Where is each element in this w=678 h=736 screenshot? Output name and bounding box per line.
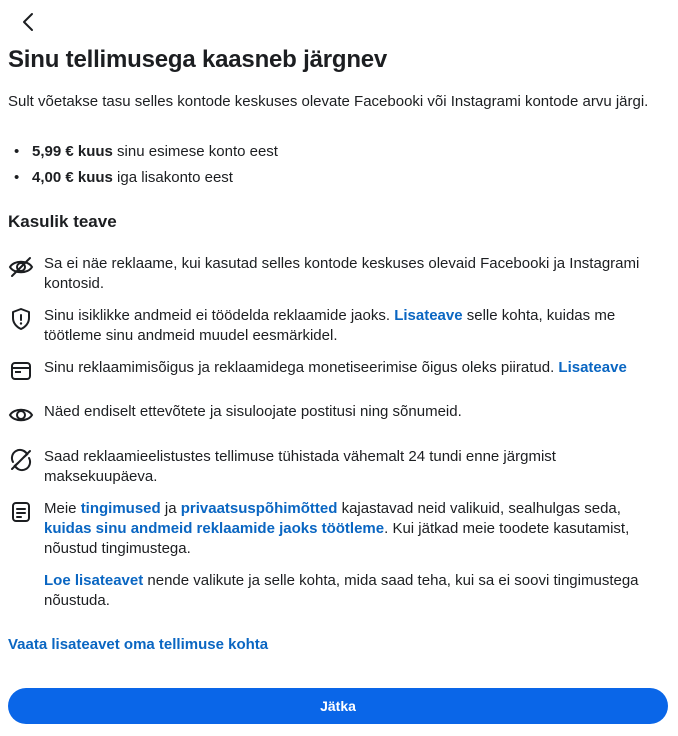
- chevron-left-icon: [17, 10, 41, 34]
- learn-more-link[interactable]: Lisateave: [558, 359, 627, 376]
- read-more-link[interactable]: Loe lisateavet: [44, 572, 144, 589]
- learn-more-link[interactable]: Lisateave: [394, 307, 463, 324]
- price-list: [14, 142, 278, 194]
- info-text: Sinu reklaamimisõigus ja reklaamidega monetiseerimise õigus oleks piiratud. Lisateave: [44, 359, 627, 376]
- price-item: • 5,99 € kuus sinu esimese konto eest: [14, 143, 278, 160]
- terms-link[interactable]: tingimused: [80, 500, 161, 517]
- subscription-info-link[interactable]: Vaata lisateavet oma tellimuse kohta: [8, 636, 269, 653]
- ads-data-link[interactable]: kuidas sinu andmeid reklaamide jaoks töötleme: [44, 520, 385, 537]
- cancel-renew-icon: [8, 447, 34, 473]
- info-text: Loe lisateavet nende valikute ja selle kohta, mida saad teha, kui sa ei soovi tingimustega nõustuda.: [44, 572, 639, 609]
- eye-off-icon: [8, 254, 34, 280]
- document-icon: [8, 499, 34, 525]
- section-title: Kasulik teave: [8, 212, 117, 231]
- info-text: Sinu isiklikke andmeid ei töödelda reklaamide jaoks. Lisateave selle kohta, kuidas me töötleme sinu andmeid muudel eesmärkidel.: [44, 307, 616, 344]
- price-item: • 4,00 € kuus iga lisakonto eest: [14, 169, 233, 186]
- back-button[interactable]: [17, 10, 41, 34]
- privacy-policy-link[interactable]: privaatsuspõhimõtted: [180, 500, 338, 517]
- continue-button[interactable]: Jätka: [8, 688, 668, 724]
- shield-icon: [8, 306, 34, 332]
- info-text: Näed endiselt ettevõtete ja sisuloojate postitusi ning sõnumeid.: [44, 403, 462, 420]
- page-title: Sinu tellimusega kaasneb järgnev: [8, 46, 388, 73]
- price-amount: 4,00 € kuus: [32, 169, 113, 186]
- price-amount: 5,99 € kuus: [32, 143, 113, 160]
- info-text: Meie tingimused ja privaatsuspõhimõtted kajastavad neid valikuid, sealhulgas seda, kuidas sinu andmeid reklaamide jaoks töötleme. Kui jätkad meie toodete kasutamist, nõustud tingimustega.: [44, 500, 630, 557]
- info-text: Sa ei näe reklaame, kui kasutad selles kontode keskuses olevaid Facebooki ja Instagrami kontosid.: [44, 255, 640, 292]
- eye-icon: [8, 402, 34, 428]
- ad-window-icon: [8, 358, 34, 384]
- intro-text: Sult võetakse tasu selles kontode keskuses olevate Facebooki või Instagrami kontode arvu järgi.: [8, 93, 649, 110]
- info-text: Saad reklaamieelistustes tellimuse tühistada vähemalt 24 tundi enne järgmist maksekuupäeva.: [44, 448, 556, 485]
